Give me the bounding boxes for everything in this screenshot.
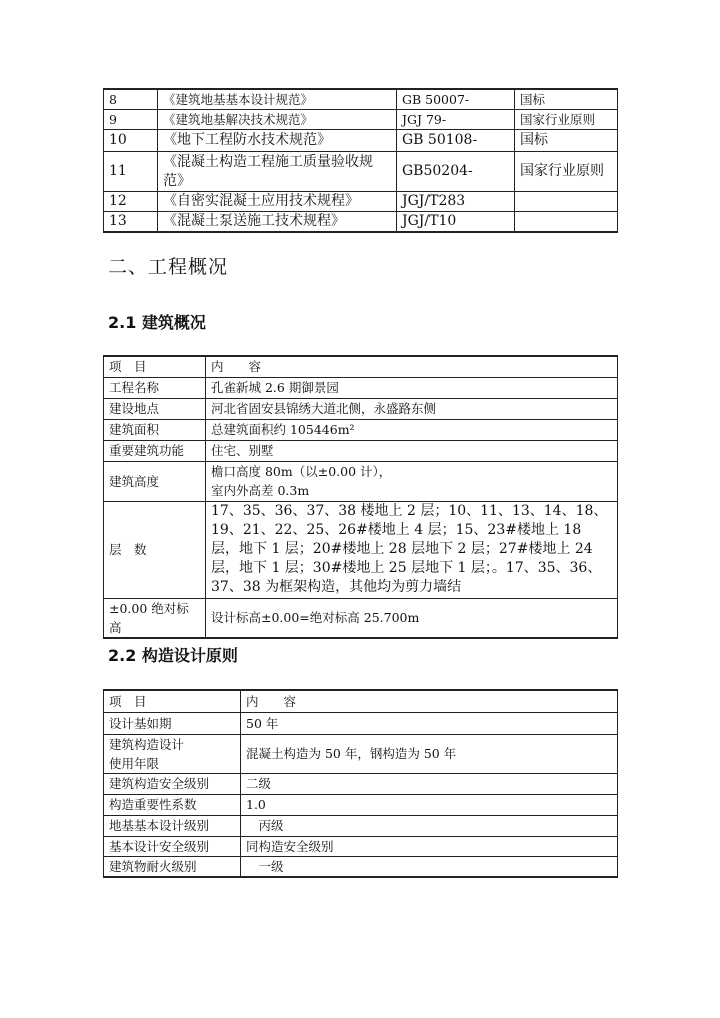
table-cell: 檐口高度 80m（以±0.00 计）， 室内外高差 0.3m: [206, 461, 618, 501]
table-cell: JGJ/T283: [397, 192, 515, 212]
table-row: [104, 734, 618, 773]
table-row: [104, 836, 618, 856]
table-cell: 内 容: [241, 690, 618, 712]
table-cell: 孔雀新城 2.6 期御景园: [206, 377, 618, 398]
standards-table: [103, 88, 618, 233]
table-cell: 《自密实混凝土应用技术规程》: [158, 192, 397, 212]
table-cell: 二级: [241, 773, 618, 794]
table-row: [104, 398, 618, 419]
table-cell: 建筑构造设计 使用年限: [104, 734, 241, 773]
subsection-heading: 2.1 建筑概况: [108, 313, 206, 332]
table-cell: 10: [104, 130, 158, 152]
table-cell: JGJ 79-: [397, 110, 515, 130]
table-cell: 设计基如期: [104, 712, 241, 734]
table-cell: 丙级: [241, 815, 618, 836]
table-cell: 设计标高±0.00=绝对标高 25.700m: [206, 598, 618, 638]
table-row: [104, 794, 618, 815]
table-cell: ±0.00 绝对标高: [104, 598, 206, 638]
table-row: [104, 815, 618, 836]
table-row: [104, 690, 618, 712]
table-cell: 《混凝土泵送施工技术规程》: [158, 212, 397, 233]
table-cell: 9: [104, 110, 158, 130]
table-cell: 《建筑地基基本设计规范》: [158, 89, 397, 110]
table-cell: 《地下工程防水技术规范》: [158, 130, 397, 152]
table-cell: GB 50108-: [397, 130, 515, 152]
table-cell: 建筑构造安全级别: [104, 773, 241, 794]
table-cell: 国标: [515, 89, 618, 110]
table-cell: 项 目: [104, 690, 241, 712]
table-cell: 《混凝土构造工程施工质量验收规范》: [158, 152, 397, 192]
building-overview-table: [103, 355, 618, 639]
table-row: [104, 773, 618, 794]
table-cell: 基本设计安全级别: [104, 836, 241, 856]
table-cell: 项 目: [104, 356, 206, 377]
table-cell: 工程名称: [104, 377, 206, 398]
table-cell: 国家行业原则: [515, 110, 618, 130]
table-cell: 17、35、36、37、38 楼地上 2 层；10、11、13、14、18、19、21、22、25、26#楼地上 4 层；15、23#楼地上 18 层，地下 1 层；20#楼地上 28 层地下 2 层；27#楼地上 24 层，地下 1 层；30#楼地上 25 层地下 1 层；。17、35、36、37、38 为框架构造，其他均为剪力墙结: [206, 501, 618, 598]
table-cell: 建筑高度: [104, 461, 206, 501]
table-cell: 8: [104, 89, 158, 110]
table-cell: 构造重要性系数: [104, 794, 241, 815]
table-row: [104, 212, 618, 233]
table-row: [104, 856, 618, 877]
table-row: [104, 440, 618, 461]
table-cell: 13: [104, 212, 158, 233]
table-cell: 同构造安全级别: [241, 836, 618, 856]
table-cell: 建筑面积: [104, 419, 206, 440]
table-cell: 河北省固安县锦绣大道北侧，永盛路东侧: [206, 398, 618, 419]
table-cell: 地基基本设计级别: [104, 815, 241, 836]
table-row: [104, 377, 618, 398]
table-row: [104, 712, 618, 734]
table-cell: 1.0: [241, 794, 618, 815]
table-cell: JGJ/T10: [397, 212, 515, 233]
table-row: [104, 461, 618, 501]
table-cell: 建筑物耐火级别: [104, 856, 241, 877]
table-cell: 国家行业原则: [515, 152, 618, 192]
table-cell: 层 数: [104, 501, 206, 598]
table-row: [104, 89, 618, 110]
table-cell: 《建筑地基解决技术规范》: [158, 110, 397, 130]
table-row: [104, 356, 618, 377]
table-row: [104, 598, 618, 638]
table-cell: GB 50007-: [397, 89, 515, 110]
table-cell: 重要建筑功能: [104, 440, 206, 461]
table-row: [104, 130, 618, 152]
table-cell: 建设地点: [104, 398, 206, 419]
table-cell: 混凝土构造为 50 年，钢构造为 50 年: [241, 734, 618, 773]
table-cell: 住宅、别墅: [206, 440, 618, 461]
table-row: [104, 110, 618, 130]
table-cell: [515, 192, 618, 212]
table-row: [104, 152, 618, 192]
table-cell: 总建筑面积约 105446m²: [206, 419, 618, 440]
table-cell: 国标: [515, 130, 618, 152]
section-heading: 二、工程概况: [108, 256, 229, 278]
table-cell: 内 容: [206, 356, 618, 377]
table-cell: 11: [104, 152, 158, 192]
table-cell: [515, 212, 618, 233]
table-cell: 50 年: [241, 712, 618, 734]
table-cell: 一级: [241, 856, 618, 877]
table-cell: 12: [104, 192, 158, 212]
structural-design-table: [103, 689, 618, 878]
subsection-heading: 2.2 构造设计原则: [108, 646, 238, 665]
table-row: [104, 419, 618, 440]
table-cell: GB50204-: [397, 152, 515, 192]
table-row: [104, 192, 618, 212]
table-row: [104, 501, 618, 598]
